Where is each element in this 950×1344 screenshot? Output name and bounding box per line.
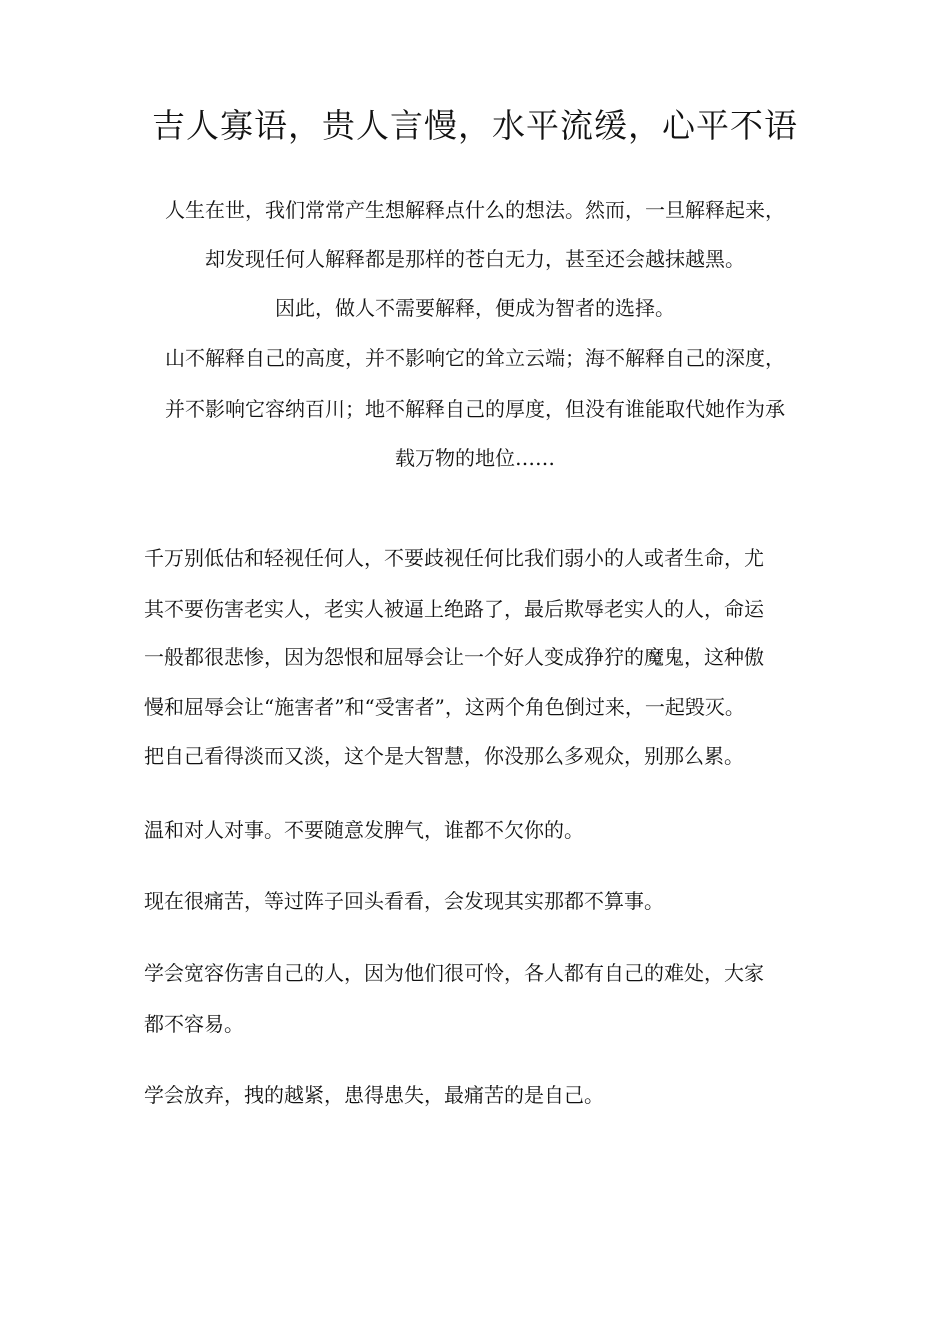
body-line-8: 学会宽容伤害自己的人，因为他们很可怜，各人都有自己的难处，大家 [144, 961, 764, 985]
body-line-5: 把自己看得淡而又淡，这个是大智慧，你没那么多观众，别那么累。 [144, 744, 744, 768]
intro-line-2: 却发现任何人解释都是那样的苍白无力，甚至还会越抹越黑。 [205, 247, 745, 271]
intro-line-4: 山不解释自己的高度，并不影响它的耸立云端；海不解释自己的深度， [165, 346, 785, 370]
body-line-3: 一般都很悲惨，因为怨恨和屈辱会让一个好人变成狰狞的魔鬼，这种傲 [144, 645, 764, 669]
intro-line-5: 并不影响它容纳百川；地不解释自己的厚度，但没有谁能取代她作为承 [165, 397, 785, 421]
intro-line-1: 人生在世，我们常常产生想解释点什么的想法。然而，一旦解释起来， [165, 198, 785, 222]
body-line-1: 千万别低估和轻视任何人，不要歧视任何比我们弱小的人或者生命，尤 [144, 546, 764, 570]
intro-line-3: 因此，做人不需要解释，便成为智者的选择。 [275, 296, 675, 320]
page-title: 吉人寡语，贵人言慢，水平流缓，心平不语 [152, 106, 798, 145]
body-line-2: 其不要伤害老实人，老实人被逼上绝路了，最后欺辱老实人的人，命运 [144, 597, 764, 621]
body-line-7: 现在很痛苦，等过阵子回头看看，会发现其实那都不算事。 [144, 889, 664, 913]
intro-line-6: 载万物的地位…… [395, 446, 555, 470]
body-line-9: 都不容易。 [144, 1012, 244, 1036]
body-line-6: 温和对人对事。不要随意发脾气，谁都不欠你的。 [144, 818, 584, 842]
body-line-4: 慢和屈辱会让“施害者”和“受害者”，这两个角色倒过来，一起毁灭。 [144, 695, 745, 719]
body-line-10: 学会放弃，拽的越紧，患得患失，最痛苦的是自己。 [144, 1083, 604, 1107]
